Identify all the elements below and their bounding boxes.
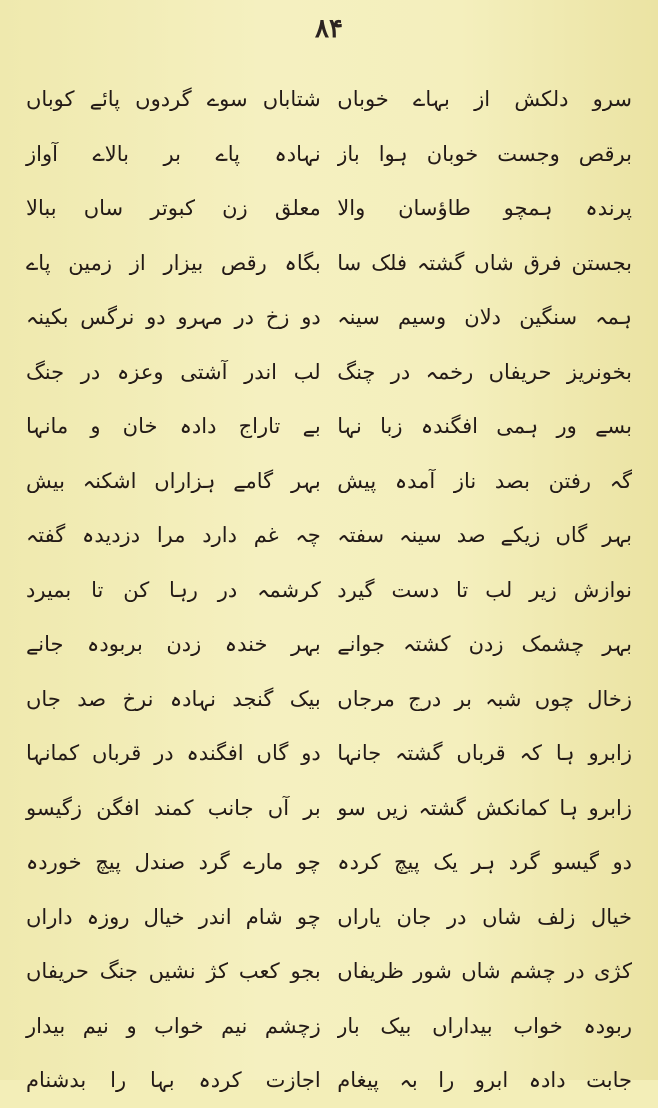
verse-line (22, 345, 636, 400)
hemistich-right: دو گیسو گرد ہر یک پیچ کردہ (337, 850, 632, 875)
hemistich-right: کژی در چشم شاں شور ظریفاں (337, 959, 632, 984)
hemistich-right: بخونریز حریفاں رخمہ در چنگ (337, 359, 632, 384)
hemistich-right: زابرو ہا کہ قرباں گشتہ جانہا (337, 741, 632, 766)
hemistich-left: چو مارے گرد صندل پیچ خوردہ (26, 850, 321, 875)
verse-line (22, 563, 636, 618)
hemistich-right: گہ رفتن بصد ناز آمدہ پیش (337, 468, 632, 493)
hemistich-left: بے تاراج دادہ خان و مانہا (26, 414, 321, 439)
verse-line (22, 781, 636, 836)
hemistich-left: بہر خندہ زدن بربودہ جانے (26, 632, 321, 657)
hemistich-right: بہر چشمک زدن کشتہ جوانے (337, 632, 632, 657)
hemistich-left: بہر گامے ہزاراں اشکنہ بیش (26, 468, 321, 493)
hemistich-right: ہمہ سنگین دلان وسیم سینہ (337, 305, 632, 330)
verse-line (22, 181, 636, 236)
hemistich-left: نہادہ پاے بر بالاے آواز (26, 141, 321, 166)
hemistich-left: شتاباں سوے گردوں پائے کوباں (26, 87, 321, 112)
verse-line (22, 726, 636, 781)
verse-line (22, 999, 636, 1054)
verse-line (22, 835, 636, 890)
hemistich-left: بجو کعب کژ نشیں جنگ حریفاں (26, 959, 321, 984)
hemistich-right: برقص وجست خوبان ہوا باز (337, 141, 632, 166)
verse-line (22, 454, 636, 509)
verse-line (22, 617, 636, 672)
verse-line (22, 72, 636, 127)
verse-line (22, 508, 636, 563)
hemistich-left: زچشم نیم خواب و نیم بیدار (26, 1013, 321, 1038)
hemistich-right: خیال زلف شاں در جان یاراں (337, 904, 632, 929)
hemistich-right: زابرو ہا کمانکش گشتہ زیں سو (337, 795, 632, 820)
hemistich-right: سرو دلکش از بہاے خوباں (337, 87, 632, 112)
hemistich-left: بر آں جانب کمند افگن زگیسو (26, 795, 321, 820)
verse-line (22, 944, 636, 999)
hemistich-right: جابت دادہ ابرو را بہ پیغام (337, 1068, 632, 1093)
verse-line (22, 672, 636, 727)
verse-line (22, 1053, 636, 1108)
verse-line (22, 236, 636, 291)
hemistich-right: پرندہ ہمچو طاؤسان والا (337, 196, 632, 221)
hemistich-left: اجازت کردہ بہا را بدشنام (26, 1068, 321, 1093)
hemistich-right: بجستن فرق شاں گشتہ فلک سا (337, 250, 632, 275)
hemistich-left: دو گاں افگندہ در قرباں کمانہا (26, 741, 321, 766)
hemistich-left: کرشمہ در رہا کن تا بمیرد (26, 577, 321, 602)
hemistich-right: نوازش زیر لب تا دست گیرد (337, 577, 632, 602)
hemistich-left: بگاہ رقص بیزار از زمین پاے (26, 250, 321, 275)
hemistich-left: دو زخ در مہرو دو نرگس بکینہ (26, 305, 321, 330)
hemistich-right: ربودہ خواب بیداراں بیک بار (337, 1013, 632, 1038)
hemistich-right: زخال چوں شبہ بر درج مرجاں (337, 686, 632, 711)
poem (22, 72, 636, 1108)
hemistich-left: معلق زن کبوتر ساں ببالا (26, 196, 321, 221)
hemistich-left: بیک گنجد نہادہ نرخ صد جاں (26, 686, 321, 711)
verse-line (22, 290, 636, 345)
hemistich-left: چو شام اندر خیال روزہ داراں (26, 904, 321, 929)
hemistich-left: لب اندر آشتی وعزہ در جنگ (26, 359, 321, 384)
verse-line (22, 127, 636, 182)
hemistich-right: بسے ور ہمی افگندہ زبا نہا (337, 414, 632, 439)
hemistich-right: بہر گاں زیکے صد سینہ سفتہ (337, 523, 632, 548)
page-number: ۸۴ (315, 14, 343, 44)
verse-line (22, 890, 636, 945)
hemistich-left: چہ غم دارد مرا دزدیدہ گفتہ (26, 523, 321, 548)
verse-line (22, 399, 636, 454)
